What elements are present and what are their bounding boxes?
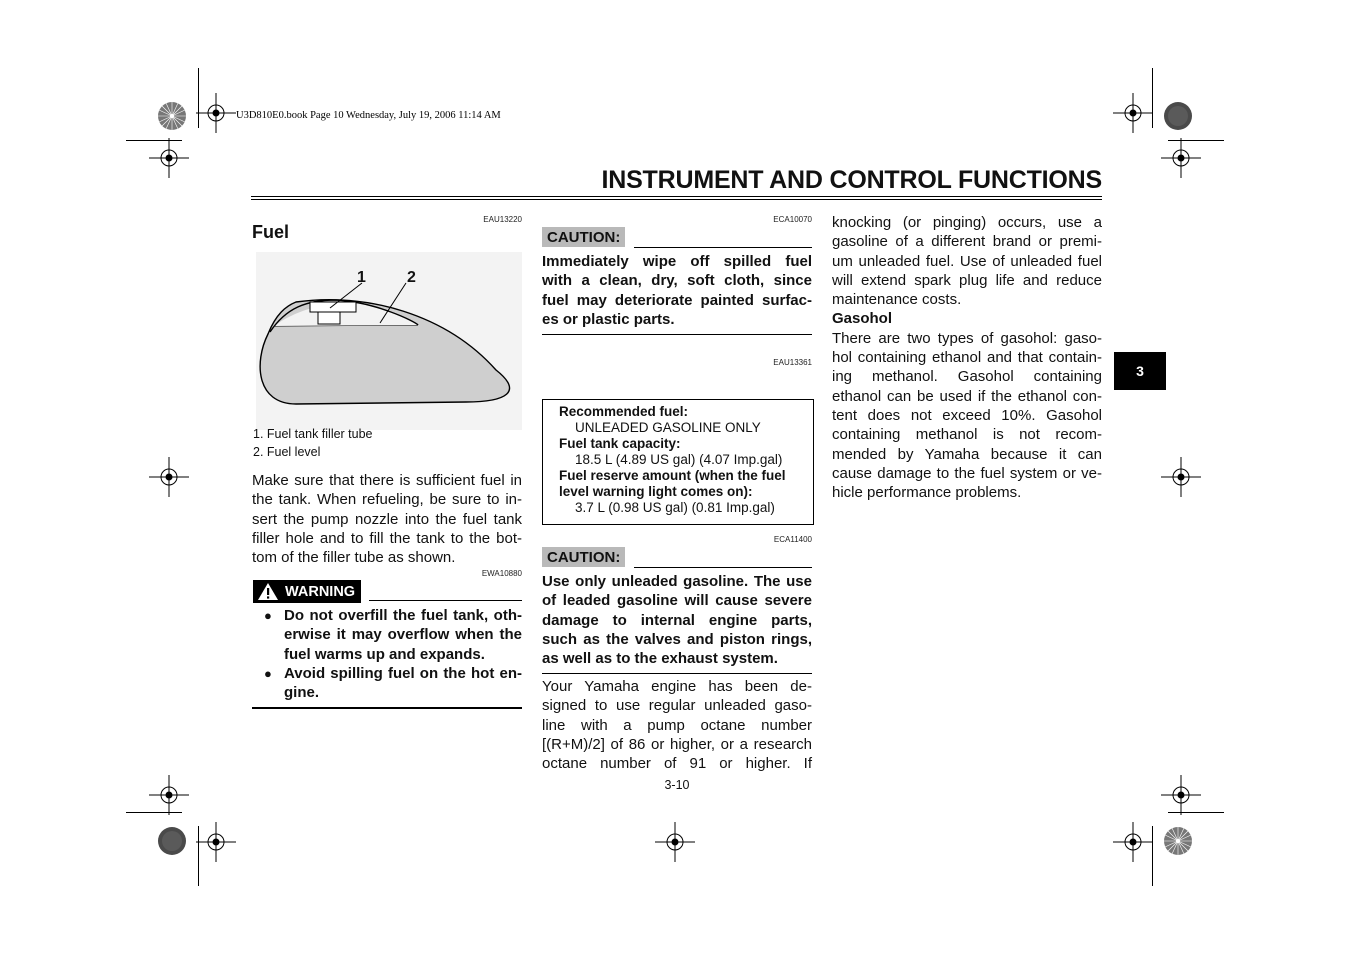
warning-item bbox=[252, 664, 522, 703]
registration-mark-icon bbox=[1113, 93, 1153, 133]
text-line: with a clean, dry, soft cloth, since bbox=[542, 272, 812, 290]
starburst-mark-icon bbox=[1163, 826, 1193, 856]
page-title: INSTRUMENT AND CONTROL FUNCTIONS bbox=[601, 166, 1102, 194]
spec-value: UNLEADED GASOLINE ONLY bbox=[575, 420, 761, 435]
spec-label: Fuel reserve amount (when the fuel bbox=[559, 468, 786, 483]
caution-rule bbox=[634, 247, 812, 248]
registration-mark-icon bbox=[1161, 775, 1201, 815]
text-line: such as the valves and piston rings, bbox=[542, 630, 812, 648]
title-rule bbox=[251, 196, 1102, 197]
text-line: Make sure that there is sufficient fuel in bbox=[252, 472, 522, 489]
text-line: Do not overfill the fuel tank, oth- bbox=[284, 607, 522, 624]
warning-rule bbox=[369, 600, 522, 601]
fuel-body-text bbox=[252, 471, 522, 567]
registration-mark-icon bbox=[1161, 457, 1201, 497]
caution-rule bbox=[634, 567, 812, 568]
dark-dot-mark-icon bbox=[157, 826, 187, 856]
text-line: ethanol can be used if the ethanol con- bbox=[832, 387, 1102, 405]
registration-mark-icon bbox=[149, 457, 189, 497]
section-title: Fuel bbox=[252, 222, 290, 242]
title-rule bbox=[251, 199, 1102, 200]
registration-mark-icon bbox=[1161, 138, 1201, 178]
text-line: There are two types of gasohol: gaso- bbox=[832, 329, 1102, 347]
registration-mark-icon bbox=[1113, 822, 1153, 862]
ref-code: ECA10070 bbox=[773, 215, 812, 224]
knocking-body-text bbox=[832, 213, 1102, 502]
bullet-icon: ● bbox=[264, 665, 272, 681]
warning-list bbox=[252, 606, 522, 702]
text-line: line with a pump octane number bbox=[542, 716, 812, 734]
registration-mark-icon bbox=[196, 93, 236, 133]
fuel-tank-illustration bbox=[256, 252, 522, 430]
text-line: signed to use regular unleaded gaso- bbox=[542, 697, 812, 715]
ref-code: EAU13220 bbox=[483, 215, 522, 224]
caution-badge: CAUTION: bbox=[542, 547, 625, 567]
ref-code: EWA10880 bbox=[481, 569, 522, 578]
bullet-icon: ● bbox=[264, 608, 272, 623]
warning-item bbox=[252, 606, 522, 664]
text-line: of leaded gasoline will cause severe bbox=[542, 592, 812, 610]
warning-triangle-icon bbox=[257, 582, 279, 601]
ref-code: ECA11400 bbox=[773, 535, 812, 544]
warning-label: WARNING bbox=[285, 583, 356, 600]
caution-badge: CAUTION: bbox=[542, 227, 625, 247]
text-line: hicle performance problems. bbox=[832, 484, 1022, 502]
figure-caption: 2. Fuel level bbox=[253, 445, 321, 459]
text-line: fuel warms up and expands. bbox=[284, 645, 485, 663]
text-line: gasoline of a different brand or premi- bbox=[832, 233, 1102, 251]
text-line: ing methanol. Gasohol containing bbox=[832, 368, 1102, 386]
text-line: Avoid spilling fuel on the hot en- bbox=[284, 664, 522, 682]
starburst-mark-icon bbox=[157, 101, 187, 131]
chapter-tab: 3 bbox=[1114, 352, 1166, 390]
text-line: octane number of 91 or higher. If bbox=[542, 755, 812, 773]
text-line: es or plastic parts. bbox=[542, 310, 675, 328]
spec-label: level warning light comes on): bbox=[559, 484, 753, 499]
figure-caption: 1. Fuel tank filler tube bbox=[253, 427, 373, 441]
text-line: as well as to the exhaust system. bbox=[542, 650, 778, 668]
caution-end-rule bbox=[542, 334, 812, 335]
caution-end-rule bbox=[542, 673, 812, 674]
text-line: mended by Yamaha because it can bbox=[832, 445, 1102, 463]
warning-badge bbox=[253, 580, 361, 603]
dark-dot-mark-icon bbox=[1163, 101, 1193, 131]
spec-value: 3.7 L (0.98 US gal) (0.81 Imp.gal) bbox=[575, 500, 775, 515]
text-line: hol containing ethanol and that contain- bbox=[832, 349, 1102, 367]
octane-body-text bbox=[542, 677, 812, 773]
text-line: the tank. When refueling, be sure to in- bbox=[252, 491, 522, 509]
ref-code: EAU13361 bbox=[773, 358, 812, 367]
text-line: Immediately wipe off spilled fuel bbox=[542, 253, 812, 270]
text-line: [(R+M)/2] of 86 or higher, or a research bbox=[542, 735, 812, 753]
warning-end-rule bbox=[252, 707, 522, 709]
text-line: tom of the filler tube as shown. bbox=[252, 549, 456, 567]
text-line: knocking (or pinging) occurs, use a bbox=[832, 214, 1102, 231]
caution1-text bbox=[542, 252, 812, 329]
text-line: gine. bbox=[284, 684, 320, 702]
caution2-text bbox=[542, 572, 812, 668]
text-line: erwise it may overflow when the bbox=[284, 626, 522, 644]
fuel-spec-box bbox=[542, 399, 814, 525]
figure-callout: 2 bbox=[407, 269, 416, 286]
print-stamp: U3D810E0.book Page 10 Wednesday, July 19, 2006 11:14 AM bbox=[236, 110, 501, 121]
spec-label: Fuel tank capacity: bbox=[559, 436, 681, 451]
text-line: damage to internal engine parts, bbox=[542, 611, 812, 629]
text-line: will extend spark plug life and reduce bbox=[832, 271, 1102, 289]
gasohol-heading: Gasohol bbox=[832, 310, 893, 328]
text-line: sert the pump nozzle into the fuel tank bbox=[252, 510, 522, 528]
text-line: filler hole and to fill the tank to the bot- bbox=[252, 529, 522, 547]
text-line: maintenance costs. bbox=[832, 291, 962, 309]
spec-value: 18.5 L (4.89 US gal) (4.07 Imp.gal) bbox=[575, 452, 783, 467]
registration-mark-icon bbox=[149, 775, 189, 815]
registration-mark-icon bbox=[655, 822, 695, 862]
page-number: 3-10 bbox=[664, 778, 690, 792]
text-line: tent does not exceed 10%. Gasohol bbox=[832, 406, 1102, 424]
text-line: um unleaded fuel. Use of unleaded fuel bbox=[832, 252, 1102, 270]
figure-callout: 1 bbox=[357, 269, 366, 286]
spec-label: Recommended fuel: bbox=[559, 404, 689, 419]
text-line: cause damage to the fuel system or ve- bbox=[832, 464, 1102, 482]
registration-mark-icon bbox=[196, 822, 236, 862]
text-line: containing methanol is not recom- bbox=[832, 426, 1102, 444]
registration-mark-icon bbox=[149, 138, 189, 178]
text-line: Your Yamaha engine has been de- bbox=[542, 678, 812, 695]
text-line: Use only unleaded gasoline. The use bbox=[542, 573, 812, 590]
text-line: fuel may deteriorate painted surfac- bbox=[542, 291, 812, 309]
